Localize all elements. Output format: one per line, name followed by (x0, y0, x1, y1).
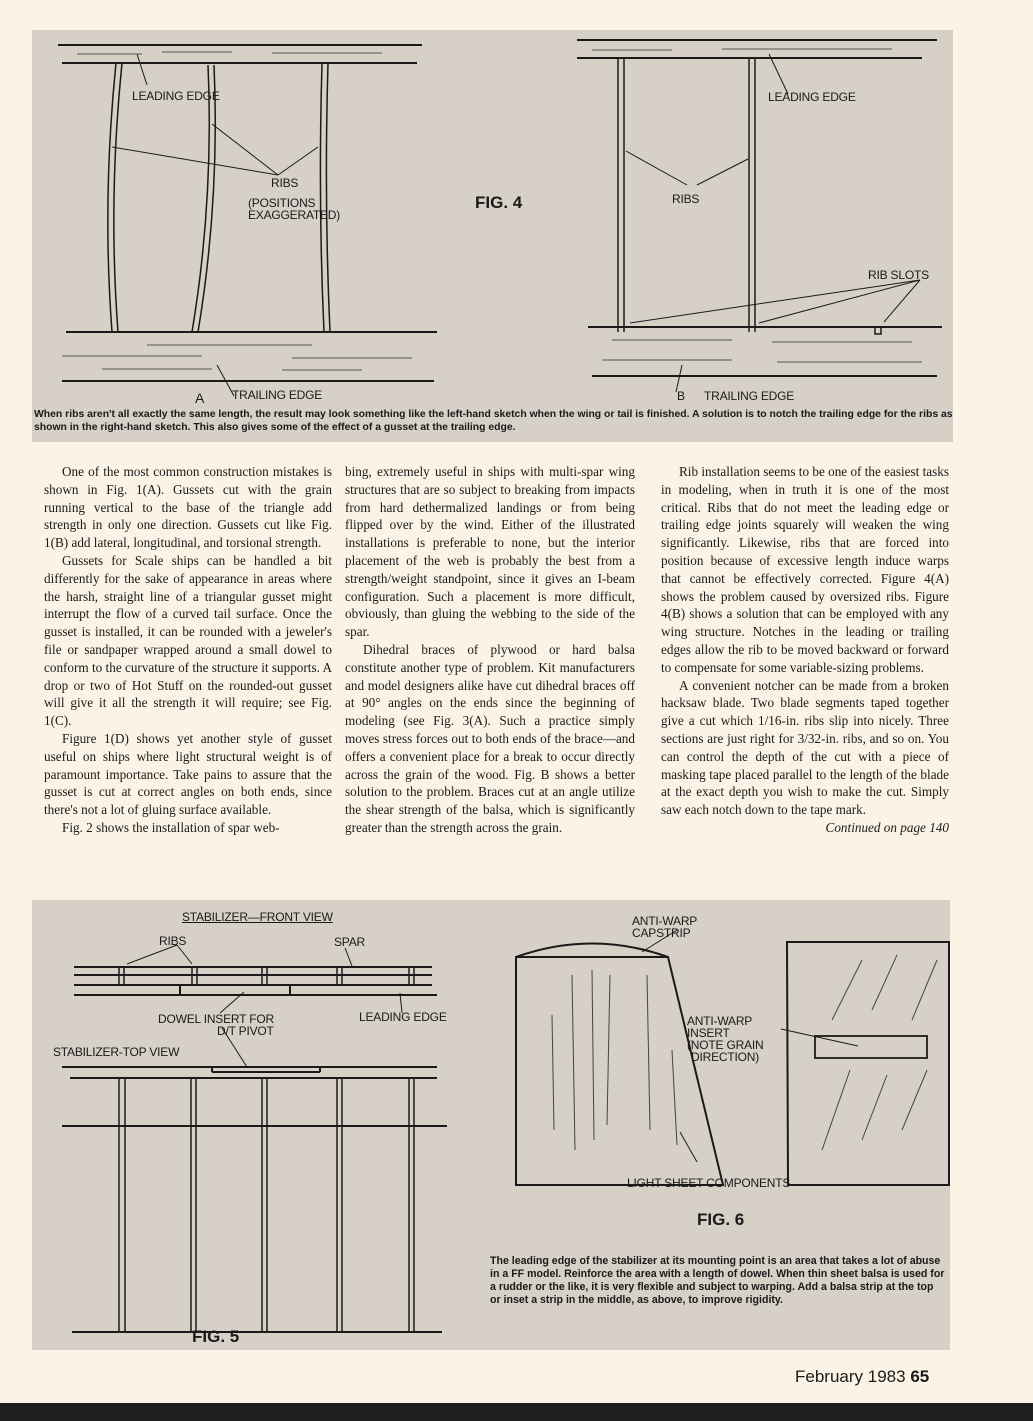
col1-paragraph: Gussets for Scale ships can be handled a bit differently for the sake of appearance in areas where the harsh, straight line of a triangular gusset might interrupt the flow of a curved tail surface. Once the gusset is installed, it can be rounded with a jeweler's file or sandpaper wrapped around a small dowel to conform to the curvature of the structure it supports. A drop or two of Hot Stuff on the rounded-out gusset will give it all the strength it will require; see Fig. 1(C). (44, 552, 332, 729)
fig6-capstrip-label-2: CAPSTRIP (632, 926, 691, 940)
col2-paragraph: bing, extremely useful in ships with multi-spar wing structures that are so subject to breaking from impacts from hard dethermalized landings or from being flipped over by the wind. Either of the illustrated installations is preferable to none, but the interior placement of the web is probably the best from a strength/weight standpoint, since it gives an I-beam configuration. Such a placement is more difficult, obviously, than gluing the webbing to the side of the spar. (345, 464, 635, 640)
fig4a-ribs-label: RIBS (271, 176, 299, 190)
fig5-top-view-title: STABILIZER-TOP VIEW (53, 1045, 180, 1059)
fig4-label: FIG. 4 (475, 193, 523, 212)
fig6-insert-label-1: ANTI-WARP (687, 1014, 753, 1028)
fig5-spar-label: SPAR (334, 935, 365, 949)
fig6-insert-label-3: (NOTE GRAIN (687, 1038, 764, 1052)
col1-paragraph: Fig. 2 shows the installation of spar web- (62, 819, 280, 835)
page-footer (795, 1367, 929, 1387)
col3-paragraph: A convenient notcher can be made from a broken hacksaw blade. Two blade segments taped together give a cut which 1/16-in. ribs slip into nicely. Three sections are just right for 3/32-in. ribs, and so on. You can control the depth of the cut with a piece of masking tape placed parallel to the length of the blade at the exact depth you wish to make the cut. Simply saw each notch down to the tape mark. (661, 677, 949, 818)
fig6-light-sheet-label: LIGHT SHEET COMPONENTS (627, 1176, 791, 1190)
col1-paragraph: Figure 1(D) shows yet another style of gusset useful on ships where light structural weight is of paramount importance. Take pains to assure that the gusset is cut at correct angles on both ends, since there's not a lot of gluing surface available. (44, 730, 332, 818)
fig5-dowel-label-1: DOWEL INSERT FOR (158, 1012, 274, 1026)
fig5-fig6-panel (32, 900, 950, 1350)
fig4b-ribs-label: RIBS (672, 192, 700, 206)
issue-date: February 1983 (795, 1367, 906, 1386)
fig4b-leading-edge-label: LEADING EDGE (768, 90, 856, 104)
col3-paragraph: Rib installation seems to be one of the easiest tasks in modeling, when in truth it is one of the most critical. Ribs that do not meet the leading edge or trailing edge joints squarely will weaken the wing significantly. Likewise, ribs that are forced into position because of excessive length induce warps that cannot be effectively corrected. Figure 4(A) shows the problem caused by oversized ribs. Figure 4(B) shows a solution that can be employed with any wing structure. Notches in the leading or trailing edges allow the rib to be moved backward or forward to compensate for some variable-sizing problems. (661, 464, 949, 675)
fig4b-letter: B (677, 389, 685, 403)
fig4a-letter: A (195, 390, 205, 406)
fig6-insert-label-2: INSERT (687, 1026, 730, 1040)
fig5-leading-edge-label: LEADING EDGE (359, 1010, 447, 1024)
fig4-caption: When ribs aren't all exactly the same length, the result may look something like the left-hand sketch when the wing or tail is finished. A solution is to notch the trailing edge for the ribs as shown in the right-hand sketch. This also gives some of the effect of a gusset at the trailing edge. (34, 409, 953, 433)
article-column-3 (661, 463, 949, 837)
fig4b-rib-slots-label: RIB SLOTS (868, 268, 929, 282)
fig4-panel (32, 30, 953, 442)
page-number: 65 (910, 1367, 930, 1386)
article-column-1 (44, 463, 332, 837)
fig6-caption: The leading edge of the stabilizer at its mounting point is an area that takes a lot of abuse in a FF model. Reinforce the area with a length of dowel. When thin sheet balsa is used for a rudder or the like, it is very flexible and subject to warping. Add a balsa strip at the top or inset a strip in the middle, as above, to improve rigidity. (490, 1255, 945, 1306)
fig4a-ribs-note-1: (POSITIONS (248, 196, 316, 210)
fig4a-trailing-edge-label: TRAILING EDGE (232, 388, 323, 402)
continued-note: Continued on page 140 (825, 819, 949, 835)
fig6-capstrip-label-1: ANTI-WARP (632, 914, 698, 928)
fig4b-trailing-edge-label: TRAILING EDGE (704, 389, 795, 403)
col1-paragraph: One of the most common construction mistakes is shown in Fig. 1(A). Gussets cut with the grain running vertical to the base of the triangle add strength in only one direction. Gussets cut like Fig. 1(B) add lateral, longitudinal, and torsional strength. (44, 464, 332, 551)
fig6-insert-label-4: DIRECTION) (691, 1050, 759, 1064)
fig6-label: FIG. 6 (697, 1210, 745, 1229)
col2-paragraph: Dihedral braces of plywood or hard balsa constitute another type of problem. Kit manufacturers and model designers alike have cut dihedral braces off at 90° angles on the ends since the beginning of modeling (see Fig. 3(A). Such a practice simply moves stress forces out to both ends of the brace—and offers a convenient place for a break to occur directly across the grain of the wood. Fig. B shows a better solution to the problem. Braces cut at an angle utilize the shear strength of the balsa, which is significantly greater than the strength across the grain. (345, 641, 635, 835)
fig4a-leading-edge-label: LEADING EDGE (132, 89, 220, 103)
fig5-ribs-label: RIBS (159, 934, 187, 948)
fig5-dowel-label-2: D/T PIVOT (217, 1024, 274, 1038)
fig5-label: FIG. 5 (192, 1327, 240, 1346)
article-column-2 (345, 463, 635, 837)
fig5-front-view-title: STABILIZER—FRONT VIEW (182, 910, 333, 924)
fig4a-ribs-note-2: EXAGGERATED) (248, 208, 341, 222)
